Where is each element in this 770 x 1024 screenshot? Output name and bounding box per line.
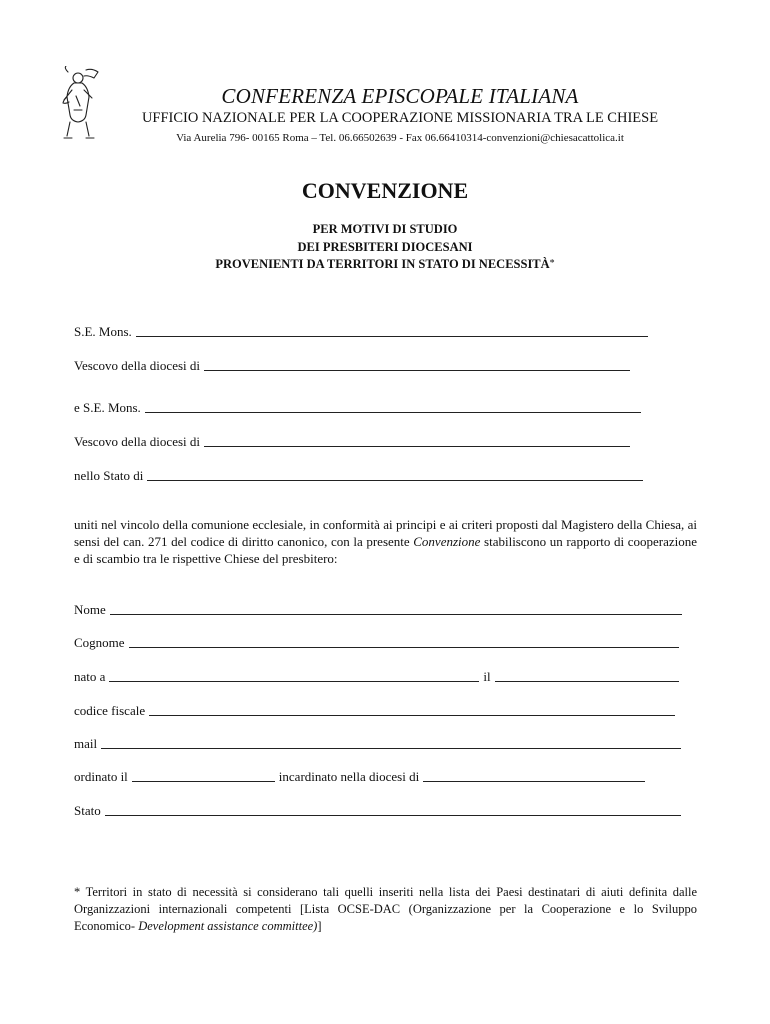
birthplace-field[interactable] [109,669,479,682]
birthdate-field[interactable] [495,669,679,682]
cognome-label: Cognome [74,635,125,650]
incardination-diocese-field[interactable] [423,769,645,782]
stato-row [74,801,681,819]
footnote-text-italic: Development assistance committee) [138,919,318,933]
diocese2-row [74,432,630,450]
body-paragraph [74,516,697,567]
cognome-row [74,633,679,651]
bishop1-field[interactable] [136,324,648,337]
ordination-date-field[interactable] [132,769,275,782]
incardinato-label: incardinato nella diocesi di [278,769,420,784]
state-row [74,466,643,484]
nome-label: Nome [74,602,106,617]
contact-address: Via Aurelia 796- 00165 Roma – Tel. 06.66502639 - Fax 06.66410314-convenzioni@chiesacattolica.it [176,132,624,144]
subtitle-line-1: PER MOTIVI DI STUDIO [312,222,458,236]
body-text-a: uniti nel vincolo della comunione ecclesiale, in conformità ai principi e ai criteri proposti dal Magistero della Chiesa, ai sensi del can. 271 del codice di diritto canonico, con la presente [74,517,697,549]
mail-field[interactable] [101,736,681,749]
nome-row [74,600,682,618]
subtitle-line-3 [0,257,770,272]
diocese1-label: Vescovo della diocesi di [74,358,200,373]
codice-fiscale-label: codice fiscale [74,703,146,718]
ordination-row [74,767,645,785]
ordinato-il-label: ordinato il [74,769,128,784]
org-name: CONFERENZA EPISCOPALE ITALIANA [221,84,579,108]
footnote-marker: * [549,258,555,269]
cognome-field[interactable] [129,635,679,648]
body-text-italic: Convenzione [413,534,481,549]
bishop1-row [74,322,648,340]
mail-row [74,734,681,752]
body-text-b: stabiliscono un rapporto di cooperazione e di scambio tra le rispettive Chiese del presbitero: [74,534,697,566]
diocese1-row [74,356,630,374]
diocese2-field[interactable] [204,434,630,447]
nome-field[interactable] [110,602,682,615]
page-title: CONVENZIONE [301,178,469,203]
bishop2-label: e S.E. Mons. [74,400,141,415]
footnote [74,884,697,935]
bishop2-row [74,398,641,416]
stato-label: Stato [74,803,101,818]
diocese1-field[interactable] [204,358,630,371]
diocese2-label: Vescovo della diocesi di [74,434,200,449]
mail-label: mail [74,736,98,751]
subtitle-line-3-text: PROVENIENTI DA TERRITORI IN STATO DI NECESSITÀ [215,257,550,271]
codice-fiscale-row [74,701,675,719]
footnote-text-b: ] [317,919,322,933]
nato-a-label: nato a [74,669,106,684]
codice-fiscale-field[interactable] [149,703,675,716]
office-name: UFFICIO NAZIONALE PER LA COOPERAZIONE MISSIONARIA TRA LE CHIESE [141,110,659,126]
stato-field[interactable] [105,803,681,816]
subtitle-line-2: DEI PRESBITERI DIOCESANI [297,240,473,254]
footnote-text-a: * Territori in stato di necessità si considerano tali quelli inseriti nella lista dei Paesi destinatari di aiuti definita dalle Organizzazioni internazionali competenti [Lista OCSE-DAC (Organizzazione per la Cooperazione e lo Sviluppo Economico- [74,885,697,933]
state-field[interactable] [147,468,643,481]
birth-row [74,667,679,685]
bishop1-label: S.E. Mons. [74,324,132,339]
state-label: nello Stato di [74,468,144,483]
il-label: il [483,669,491,684]
bishop2-field[interactable] [145,400,641,413]
